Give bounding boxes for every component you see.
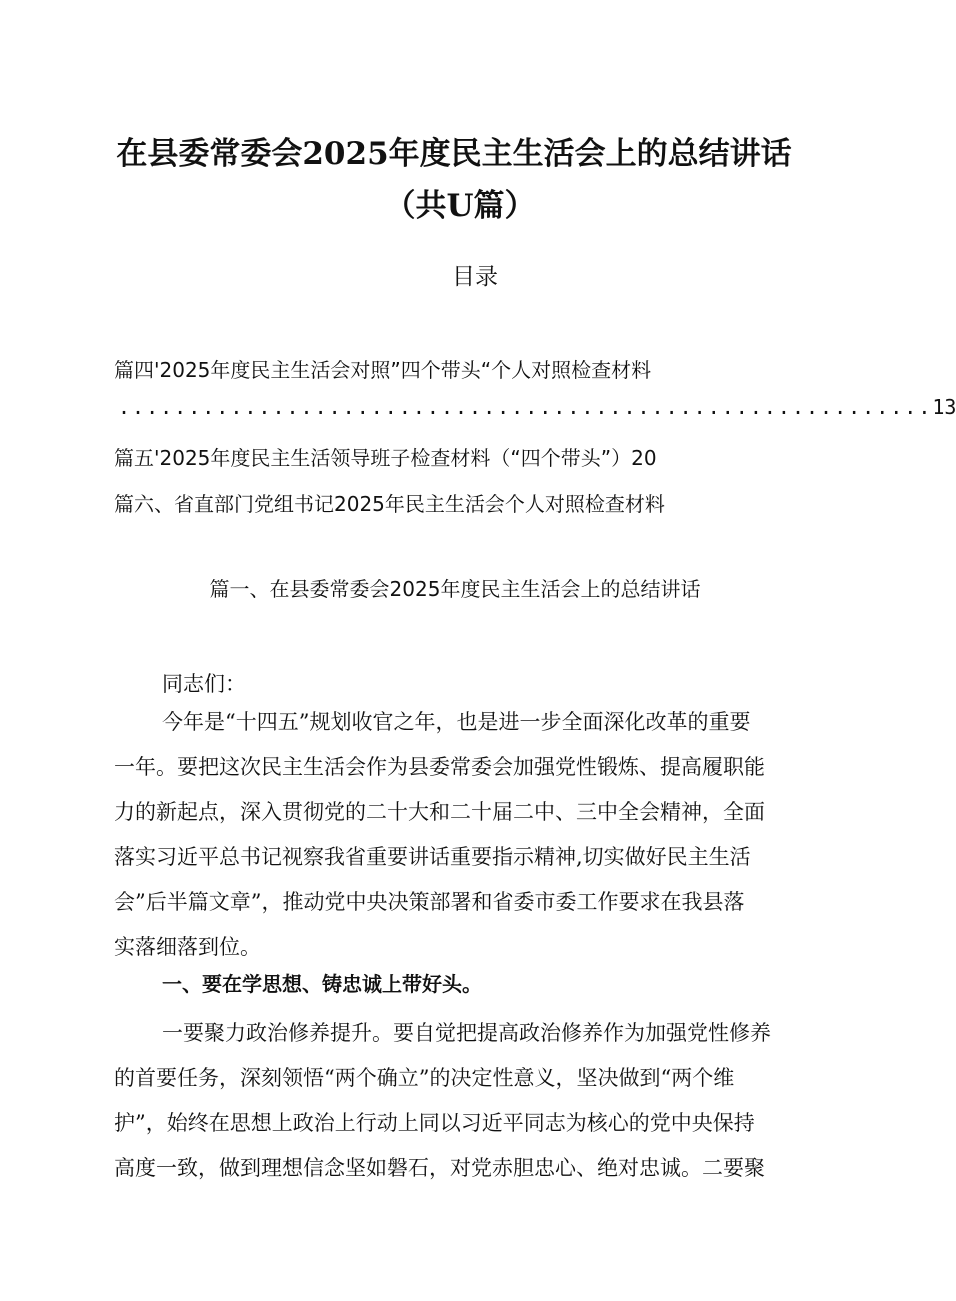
- toc-entry-4[interactable]: 篇四'2025年度民主生活会对照”四个带头“个人对照检查材料: [114, 358, 652, 382]
- paragraph-line: 会”后半篇文章”，推动党中央决策部署和省委市委工作要求在我县落: [114, 890, 745, 914]
- article-heading: 篇一、在县委常委会2025年度民主生活会上的总结讲话: [209, 577, 701, 601]
- greeting: 同志们：: [162, 672, 246, 696]
- paragraph-1: [114, 700, 834, 970]
- paragraph-line: 今年是“十四五”规划收官之年，也是进一步全面深化改革的重要: [162, 710, 751, 734]
- paragraph-line: 高度一致，做到理想信念坚如磐石，对党赤胆忠心、绝对忠诚。二要聚: [114, 1156, 765, 1180]
- paragraph-line: 的首要任务，深刻领悟“两个确立”的决定性意义，坚决做到“两个维: [114, 1066, 735, 1090]
- toc-page-number: 13: [932, 395, 956, 419]
- document-title-line2: （共U篇）: [384, 188, 536, 224]
- toc-dots: ..........................................................: [118, 395, 933, 419]
- paragraph-line: 实落细落到位。: [114, 935, 261, 959]
- toc-heading: 目录: [452, 264, 498, 290]
- paragraph-line: 力的新起点，深入贯彻党的二十大和二十届二中、三中全会精神，全面: [114, 800, 765, 824]
- sub-heading: 一、要在学思想、铸忠诚上带好头。: [162, 972, 482, 996]
- toc-leader-dots: [118, 395, 956, 419]
- document-title-line1: 在县委常委会2025年度民主生活会上的总结讲话: [116, 136, 792, 172]
- toc-entry-5[interactable]: 篇五'2025年度民主生活领导班子检查材料（“四个带头”）20: [114, 446, 657, 470]
- paragraph-line: 落实习近平总书记视察我省重要讲话重要指示精神,切实做好民主生活: [114, 845, 751, 869]
- paragraph-2: [114, 1011, 834, 1191]
- paragraph-line: 一要聚力政治修养提升。要自觉把提高政治修养作为加强党性修养: [162, 1021, 771, 1045]
- paragraph-line: 护”，始终在思想上政治上行动上同以习近平同志为核心的党中央保持: [114, 1111, 755, 1135]
- paragraph-line: 一年。要把这次民主生活会作为县委常委会加强党性锻炼、提高履职能: [114, 755, 765, 779]
- toc-entry-6[interactable]: 篇六、省直部门党组书记2025年民主生活会个人对照检查材料: [114, 492, 665, 516]
